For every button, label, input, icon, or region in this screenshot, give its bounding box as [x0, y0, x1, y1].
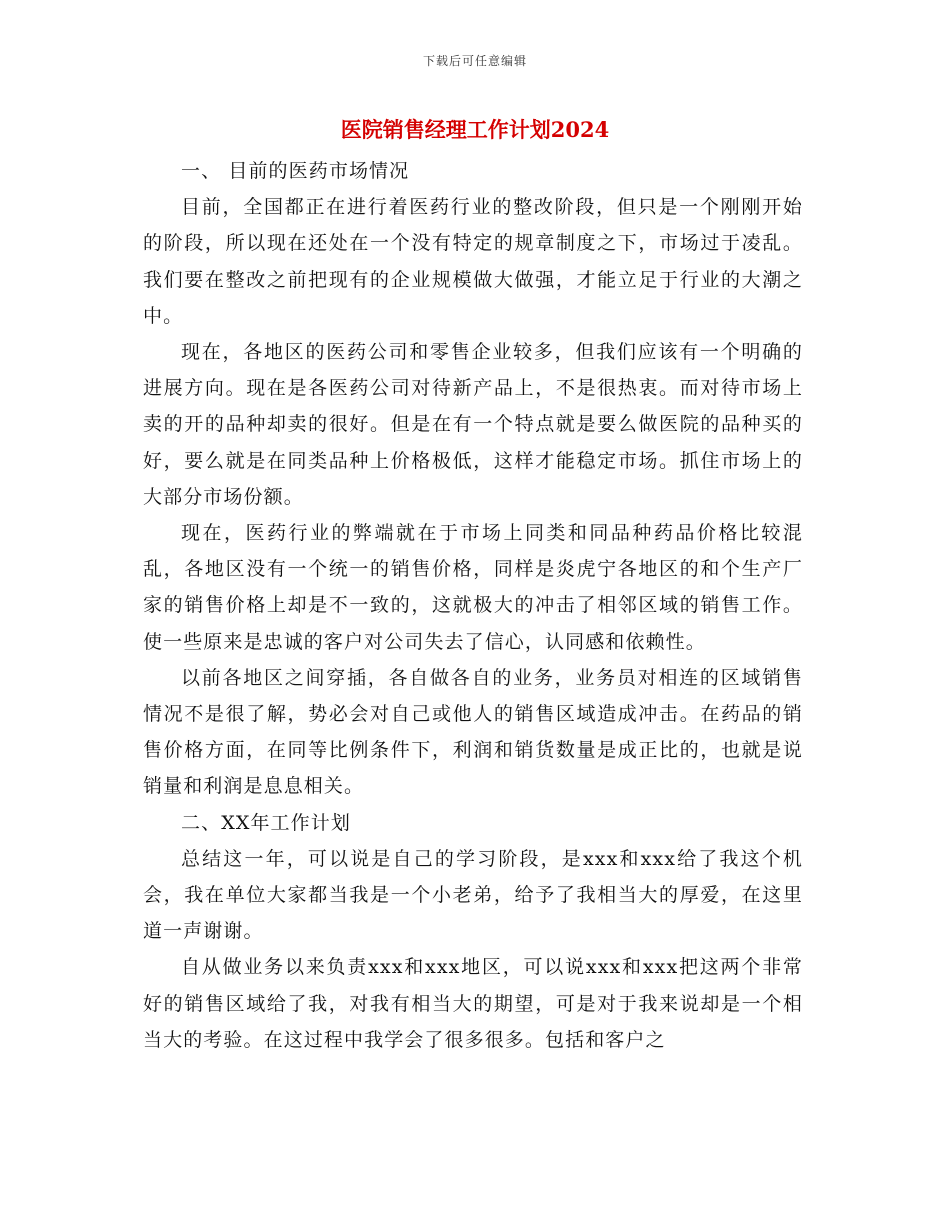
header-note: 下载后可任意编辑: [422, 54, 527, 68]
paragraph: 自从做业务以来负责xxx和xxx地区，可以说xxx和xxx把这两个非常好的销售区域给了我，对我有相当大的期望，可是对于我来说却是一个相当大的考验。在这过程中我学会了很多很多。包括和客户之: [143, 956, 803, 1051]
paragraph: 以前各地区之间穿插，各自做各自的业务，业务员对相连的区域销售情况不是很了解，势必会对自己或他人的销售区域造成冲击。在药品的销售价格方面，在同等比例条件下，利润和销货数量是成正比的，也就是说销量和利润是息息相关。: [143, 666, 803, 798]
section-heading-1: 一、 目前的医药市场情况: [181, 160, 410, 182]
section-heading-2: 二、XX年工作计划: [181, 811, 351, 834]
document-title: 医院销售经理工作计划2024: [340, 117, 610, 142]
paragraph: 现在，医药行业的弊端就在于市场上同类和同品种药品价格比较混乱，各地区没有一个统一的销售价格，同样是炎虎宁各地区的和个生产厂家的销售价格上却是不一致的，这就极大的冲击了相邻区域的销售工作。使一些原来是忠诚的客户对公司失去了信心，认同感和依赖性。: [143, 522, 803, 653]
paragraph: 现在，各地区的医药公司和零售企业较多，但我们应该有一个明确的进展方向。现在是各医药公司对待新产品上，不是很热衷。而对待市场上卖的开的品种却卖的很好。但是在有一个特点就是要么做医院的品种买的好，要么就是在同类品种上价格极低，这样才能稳定市场。抓住市场上的大部分市场份额。: [143, 341, 803, 508]
document-body: [143, 153, 803, 1058]
paragraph: 目前，全国都正在进行着医药行业的整改阶段，但只是一个刚刚开始的阶段，所以现在还处在一个没有特定的规章制度之下，市场过于凌乱。我们要在整改之前把现有的企业规模做大做强，才能立足于行业的大潮之中。: [143, 196, 803, 327]
paragraph: 总结这一年，可以说是自己的学习阶段，是xxx和xxx给了我这个机会，我在单位大家都当我是一个小老弟，给予了我相当大的厚爱，在这里道一声谢谢。: [143, 847, 803, 943]
